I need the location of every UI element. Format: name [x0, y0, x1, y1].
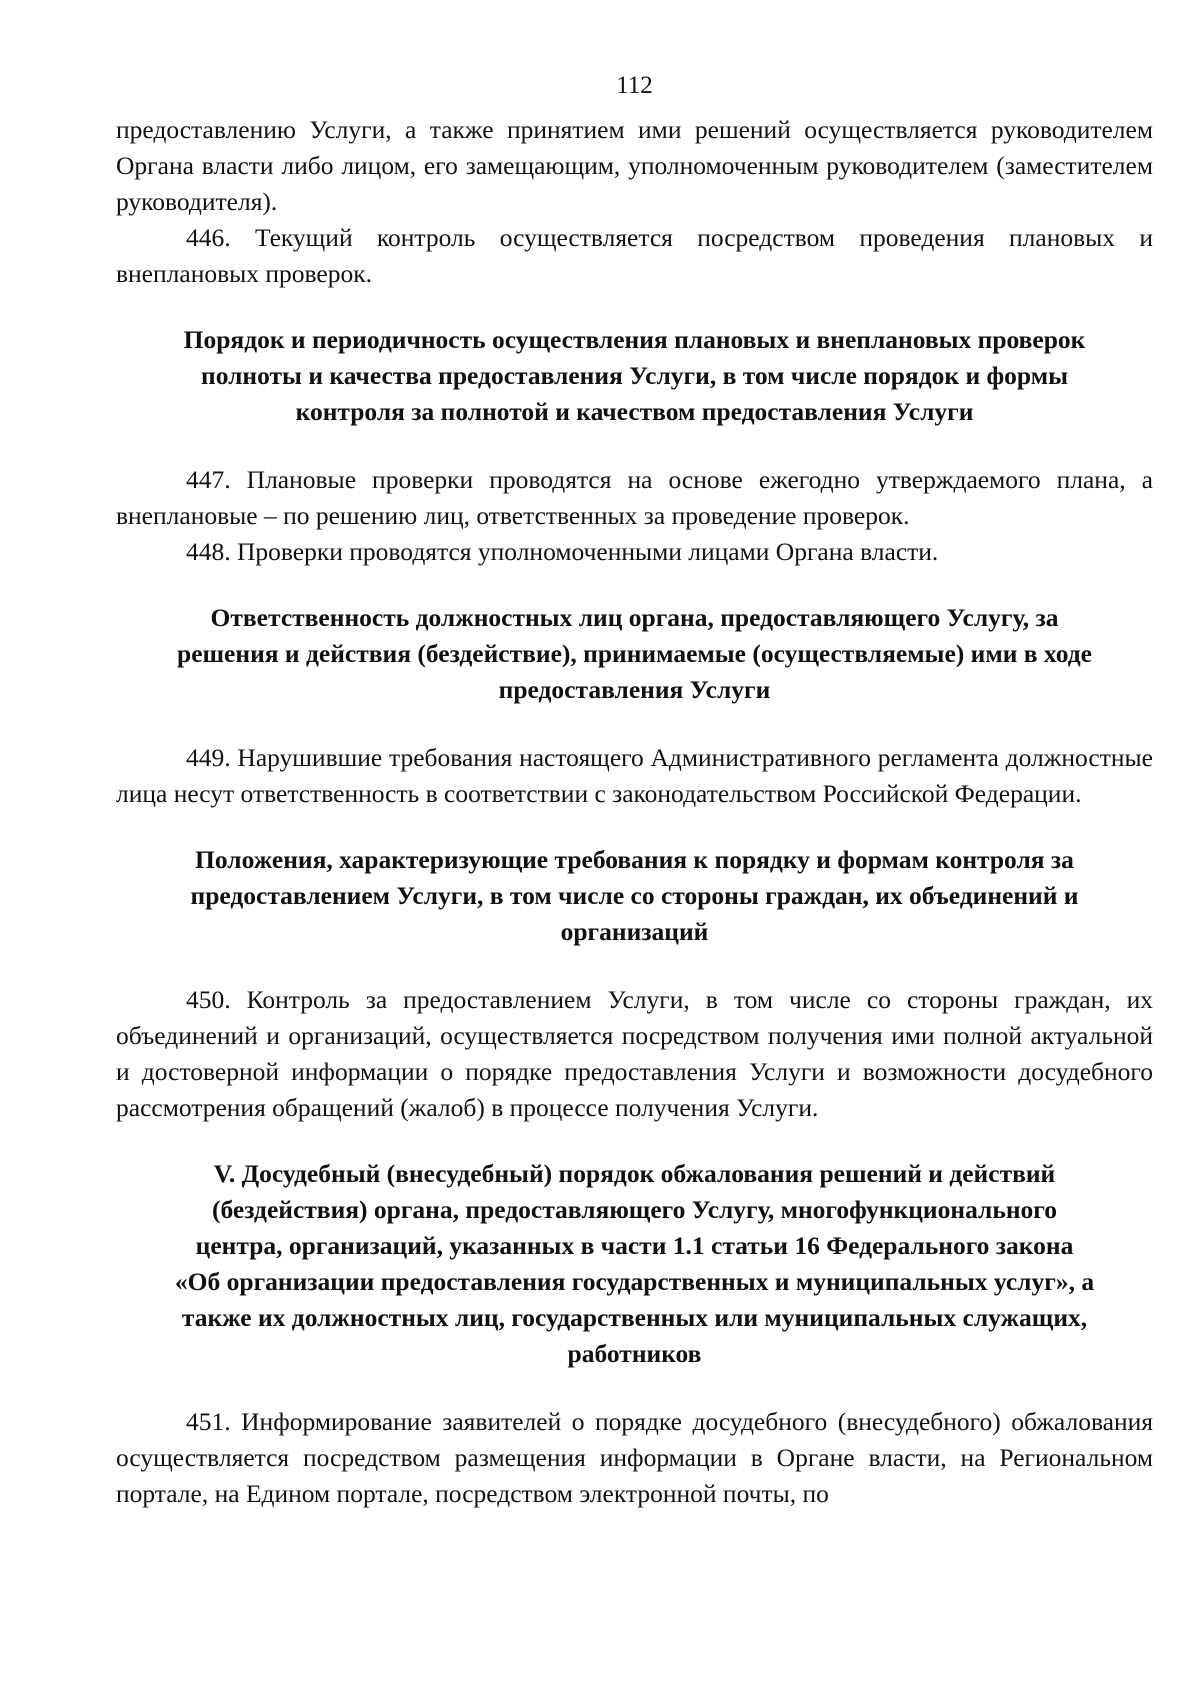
- heading-line: полноты и качества предоставления Услуги, в том числе порядок и формы: [201, 361, 1068, 390]
- paragraph-446: 446. Текущий контроль осуществляется посредством проведения плановых и внеплановых проверок.: [116, 223, 1153, 288]
- heading-line: решения и действия (бездействие), принимаемые (осуществляемые) ими в ходе: [177, 639, 1092, 668]
- heading-line: работников: [567, 1339, 702, 1368]
- section-heading-control-provisions: [116, 842, 1153, 950]
- heading-line: V. Досудебный (внесудебный) порядок обжалования решений и действий: [213, 1159, 1056, 1188]
- heading-line: центра, организаций, указанных в части 1.1 статьи 16 Федерального закона: [195, 1231, 1074, 1260]
- heading-line: предоставлением Услуги, в том числе со стороны граждан, их объединений и: [190, 881, 1079, 910]
- paragraph-intro: предоставлению Услуги, а также принятием ими решений осуществляется руководителем Органа власти либо лицом, его замещающим, уполномоченным руководителем (заместителем руководителя).: [116, 115, 1153, 216]
- section-heading-responsibility: [116, 600, 1153, 708]
- page-number: 112: [616, 72, 653, 99]
- heading-line: «Об организации предоставления государственных и муниципальных услуг», а: [174, 1267, 1095, 1296]
- paragraph-448: 448. Проверки проводятся уполномоченными лицами Органа власти.: [186, 537, 939, 566]
- heading-line: организаций: [560, 917, 709, 946]
- heading-line: Порядок и периодичность осуществления плановых и внеплановых проверок: [183, 325, 1086, 354]
- paragraph-449: 449. Нарушившие требования настоящего Административного регламента должностные лица несут ответственность в соответствии с законодательством Российской Федерации.: [116, 743, 1153, 808]
- document-page: [116, 68, 1153, 1512]
- heading-line: Положения, характеризующие требования к порядку и формам контроля за: [195, 845, 1074, 874]
- heading-line: Ответственность должностных лиц органа, предоставляющего Услугу, за: [210, 603, 1059, 632]
- paragraph-450: 450. Контроль за предоставлением Услуги, в том числе со стороны граждан, их объединений и организаций, осуществляется посредством получения ими полной актуальной и достоверной информации о порядке предоставления Услуги и возможности досудебного рассмотрения обращений (жалоб) в процессе получения Услуги.: [116, 985, 1153, 1122]
- section-heading-appeal-procedure: [116, 1156, 1153, 1372]
- paragraph-447: 447. Плановые проверки проводятся на основе ежегодно утверждаемого плана, а внеплановые – по решению лиц, ответственных за проведение проверок.: [116, 465, 1153, 530]
- heading-line: также их должностных лиц, государственных или муниципальных служащих,: [181, 1303, 1088, 1332]
- heading-line: контроля за полнотой и качеством предоставления Услуги: [295, 397, 974, 426]
- heading-line: предоставления Услуги: [498, 675, 771, 704]
- section-heading-inspections: [116, 322, 1153, 430]
- heading-line: (бездействия) органа, предоставляющего Услугу, многофункционального: [212, 1195, 1057, 1224]
- paragraph-451: 451. Информирование заявителей о порядке досудебного (внесудебного) обжалования осуществляется посредством размещения информации в Органе власти, на Региональном портале, на Едином портале, посредством электронной почты, по: [116, 1407, 1153, 1508]
